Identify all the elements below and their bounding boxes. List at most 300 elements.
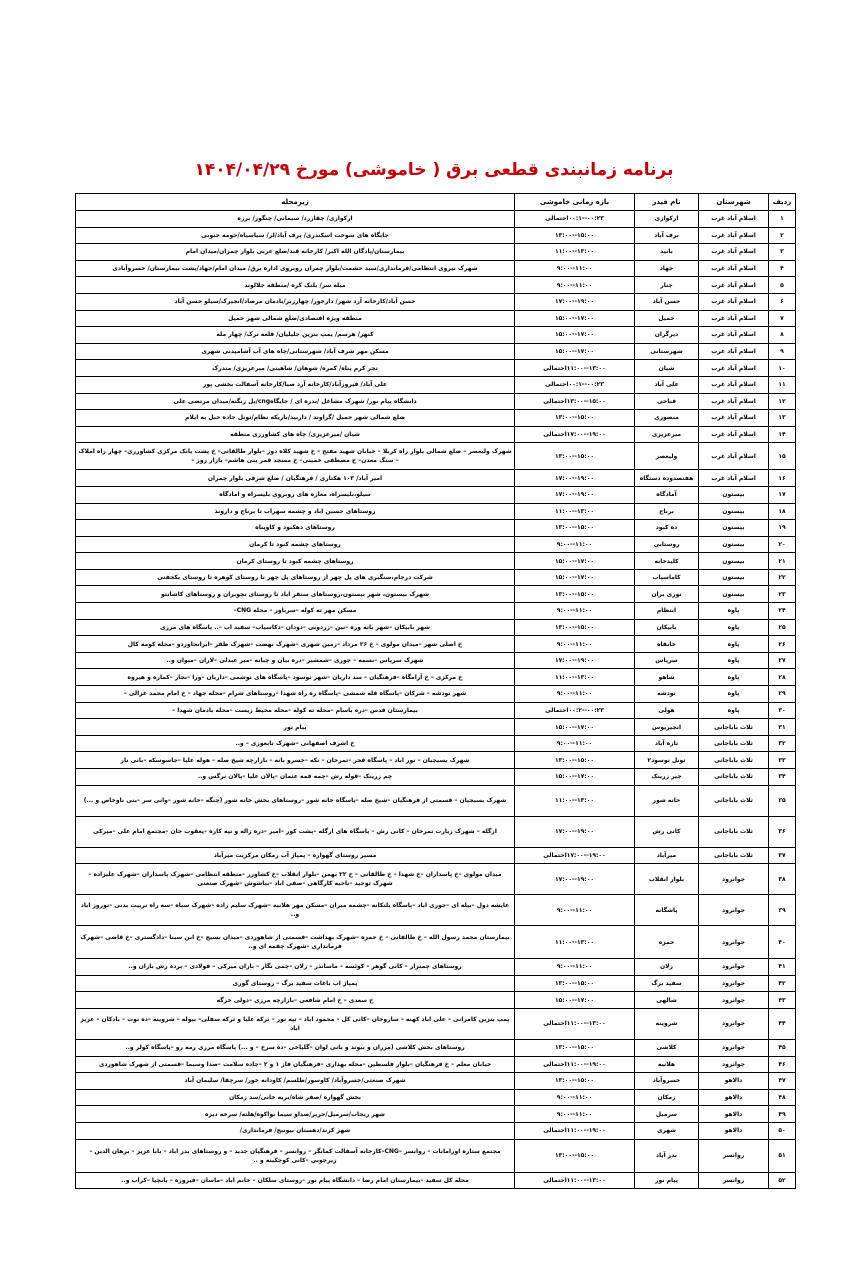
time-cell: ۱۷:۰۰--۱۵:۰۰	[515, 769, 635, 786]
time-cell: ۱۵:۰۰--۱۳:۰۰	[515, 975, 635, 992]
row-number-cell: ۱۳	[769, 410, 796, 427]
city-cell: ثلاث باباجانی	[699, 719, 769, 736]
table-row	[76, 393, 796, 410]
feeder-cell: سرپاس	[635, 652, 699, 669]
row-number-cell: ۳۹	[769, 895, 796, 926]
outage-schedule-table	[75, 193, 796, 1189]
row-number-cell: ۴۲	[769, 975, 796, 992]
feeder-cell: خانه شور	[635, 785, 699, 816]
area-cell: شهرک بیستون، شهر بیستون،روستاهای سنقر اباد تا روستای نجوبران و روستاهای کاشانتو	[76, 586, 515, 603]
city-cell: پاوه	[699, 603, 769, 620]
table-row	[76, 293, 796, 310]
table-row	[76, 895, 796, 926]
row-number-cell: ۲۸	[769, 669, 796, 686]
row-number-cell: ۱۴	[769, 426, 796, 443]
area-cell: خ اشرف اصفهانی –شهرک تابعوزی – و..	[76, 735, 515, 752]
city-cell: جوانرود	[699, 1056, 769, 1073]
row-number-cell: ۴۸	[769, 1089, 796, 1106]
feeder-cell: شیان	[635, 360, 699, 377]
feeder-cell: جیر زرینک	[635, 769, 699, 786]
table-row	[76, 360, 796, 377]
row-number-cell: ۲۶	[769, 636, 796, 653]
table-row	[76, 686, 796, 703]
time-cell: ۱۵:۰۰--۱۳:۰۰	[515, 520, 635, 537]
table-row	[76, 975, 796, 992]
header-area: زیرمحله	[76, 194, 515, 211]
city-cell: ثلاث باباجانی	[699, 752, 769, 769]
time-cell: ۱۹:۰۰--۱۷:۰۰	[515, 652, 635, 669]
table-row	[76, 619, 796, 636]
city-cell: بیستون	[699, 520, 769, 537]
row-number-cell: ۲۷	[769, 652, 796, 669]
area-cell: شرکت درجام،سنگبری های پل چهر از روستاهای پل چهر تا روستای کوهره تا روستای یکجفتی	[76, 569, 515, 586]
table-row	[76, 410, 796, 427]
time-cell: ۱۱:۰۰--۹:۰۰	[515, 1089, 635, 1106]
time-cell: ۱۱:۰۰--۹:۰۰	[515, 1106, 635, 1123]
city-cell: اسلام آباد غرب	[699, 343, 769, 360]
feeder-cell: شالهی	[635, 992, 699, 1009]
row-number-cell: ۴۴	[769, 1008, 796, 1039]
feeder-cell: ارکوازی	[635, 211, 699, 228]
row-number-cell: ۲۵	[769, 619, 796, 636]
row-number-cell: ۲۰	[769, 536, 796, 553]
area-cell: ازگله – شهرک زیارت تمرخان – کانی رش – پاسگاه های ازگله –پشت کور –امیر –دره زاله و تپه کاره –یعقوب جان –مجتمع امام علی –میرکی	[76, 816, 515, 847]
time-cell: ۱۱:۰۰--۹:۰۰	[515, 603, 635, 620]
feeder-cell: فناحی	[635, 393, 699, 410]
time-cell: ۱۵:۰۰--۱۳:۰۰	[515, 586, 635, 603]
time-cell: ۱۱:۰۰--۹:۰۰	[515, 277, 635, 294]
city-cell: جوانرود	[699, 1008, 769, 1039]
time-cell: ۱۵:۰۰--۱۳:۰۰	[515, 1039, 635, 1056]
area-cell: مسکن مهر شرف آباد/ شهرستانی/چاه های آب آشامیدنی شهری	[76, 343, 515, 360]
city-cell: اسلام آباد غرب	[699, 277, 769, 294]
feeder-cell: تونل نوسود۲	[635, 752, 699, 769]
page-title: برنامه زمانبندی قطعی برق ( خاموشی) مورخ ۱۴۰۴/۰۴/۲۹	[194, 160, 674, 180]
feeder-cell: بانید	[635, 244, 699, 261]
area-cell: روستاهای چشمه کبود تا کرمان	[76, 536, 515, 553]
area-cell: شهر کرند/دهستان بیونیج/ فرمانداری/	[76, 1122, 515, 1139]
feeder-cell: شروینه	[635, 1008, 699, 1039]
area-cell: کنهر/ هرسم/ پمپ بنزین جلیلیان/ قلعه ترک/ چهار مله	[76, 327, 515, 344]
area-cell: علی آباد/ فیروزآباد/کارخانه آرد صبا/کارخانه آسفالت بخشی پور	[76, 376, 515, 393]
area-cell: پیام نور	[76, 719, 515, 736]
row-number-cell: ۳۳	[769, 752, 796, 769]
city-cell: بیستون	[699, 586, 769, 603]
row-number-cell: ۴۱	[769, 959, 796, 976]
city-cell: ثلاث باباجانی	[699, 735, 769, 752]
city-cell: اسلام آباد غرب	[699, 327, 769, 344]
area-cell: چم زرینک –قوله رش –چمه قمه عثمان –پالان علیا –پالان نرگس و..	[76, 769, 515, 786]
city-cell: دالاهو	[699, 1073, 769, 1090]
city-cell: جوانرود	[699, 1039, 769, 1056]
time-cell: ۱۱:۰۰--۹:۰۰	[515, 686, 635, 703]
area-cell: شهرک بسیجیان – نور اباد – پاسگاه قجر –تمرخان – نکه –خسرو بانه – بازارچه شیخ صله – هوله علیا –جاسوسکه –بانی نار	[76, 752, 515, 769]
row-number-cell: ۲	[769, 227, 796, 244]
row-number-cell: ۱۶	[769, 470, 796, 487]
feeder-cell: خانقاه	[635, 636, 699, 653]
table-row	[76, 926, 796, 959]
city-cell: پاوه	[699, 652, 769, 669]
city-cell: بیستون	[699, 569, 769, 586]
time-cell: ۱۵:۰۰--۱۳:۰۰احتمالی	[515, 393, 635, 410]
time-cell: ۱۳:۰۰--۱۱:۰۰	[515, 244, 635, 261]
area-cell: شهر نودشه – شرکان –پاسگاه قله شمشی –پاسگاه ره راه شهدا –روستاهای شرام –محله جهاد – خ امام محمد غزالی –	[76, 686, 515, 703]
city-cell: ثلاث باباجانی	[699, 816, 769, 847]
area-cell: شهر بابیکان –شهر بانه وره –نین –زردویی –دودان –دکاسیاب– سفید اب –.. پاسگاه های مرزی	[76, 619, 515, 636]
table-row	[76, 1008, 796, 1039]
area-cell: خ اصلی شهر –میدان مولوی – خ ۲۶ مرداد –زمین شهری –شهرک نهضت –شهرک ظفر –ابراتحاوردو –محله کومه کال	[76, 636, 515, 653]
feeder-cell: شهرستانی	[635, 343, 699, 360]
row-number-cell: ۲۲	[769, 569, 796, 586]
feeder-cell: انجیریوس	[635, 719, 699, 736]
area-cell: تجر کرم پناه/ کمره/ شوهان/ شاهینی/ میرعزیزی/ مندرک	[76, 360, 515, 377]
area-cell: روستاهای چمنزار – کانی گوهر – کوئسه – ماسانذر – زلان –چمی نگار – بازان میرکی – فولادی – بردہ رش بازان و..	[76, 959, 515, 976]
table-row	[76, 959, 796, 976]
area-cell: بیمارستان محمد رسول الله – خ طالقانی – خ حمزه –شهرک بهداشت –قسمتی از شاهوردی –میدان بسیج –خ ابن سینا –دادگستری –خ قاضی –شهرک فرمانداری –شهرک چقمه ای و..	[76, 926, 515, 959]
table-row	[76, 310, 796, 327]
area-cell: شهرک نیروی انتظامی/فرمانداری/سید حشمت/بلوار چمران روبروی اداره برق/ میدان امام/جهاد/پشت بیمارستان/ خسروآبادی	[76, 260, 515, 277]
table-row	[76, 652, 796, 669]
feeder-cell: انتظام	[635, 603, 699, 620]
city-cell: پاوه	[699, 702, 769, 719]
time-cell: ۱۹:۰۰--۱۷:۰۰	[515, 816, 635, 847]
table-row	[76, 1039, 796, 1056]
city-cell: دالاهو	[699, 1106, 769, 1123]
row-number-cell: ۳۲	[769, 735, 796, 752]
row-number-cell: ۱۸	[769, 503, 796, 520]
row-number-cell: ۹	[769, 343, 796, 360]
city-cell: اسلام آباد غرب	[699, 310, 769, 327]
feeder-cell: دیرگران	[635, 327, 699, 344]
area-cell: بیمارستان قدس –دره باسام –محله ته کوله –محله محیط زیست –محله بادمان شهدا –	[76, 702, 515, 719]
row-number-cell: ۱	[769, 211, 796, 228]
city-cell: اسلام آباد غرب	[699, 393, 769, 410]
area-cell: محله کل سفید –بیمارستان امام رضا – دانشگاه پیام نور –روستای سلکان – خانم اباد –ماسان –فیروزه – بانچیا –کراب و..	[76, 1172, 515, 1189]
table-row	[76, 1089, 796, 1106]
time-cell: ۱۹:۰۰--۱۷:۰۰	[515, 470, 635, 487]
row-number-cell: ۱۱	[769, 376, 796, 393]
feeder-cell: شاهو	[635, 669, 699, 686]
header-time: بازه زمانی خاموشی	[515, 194, 635, 211]
table-row	[76, 636, 796, 653]
feeder-cell: پاشگانه	[635, 895, 699, 926]
table-row	[76, 470, 796, 487]
row-number-cell: ۲۱	[769, 553, 796, 570]
time-cell: ۱۹:۰۰--۱۱:۰۰احتمالی	[515, 1056, 635, 1073]
row-number-cell: ۳۴	[769, 769, 796, 786]
area-cell: دانشگاه پیام نور/ شهرک مشاغل /بدره ای / جایگاهcng/پل زنگنه/میدان مرتضی علی	[76, 393, 515, 410]
feeder-cell: برناج	[635, 503, 699, 520]
table-row	[76, 702, 796, 719]
area-cell: مسکن مهر ته کوله –سرباور – محله CNG–	[76, 603, 515, 620]
city-cell: بیستون	[699, 486, 769, 503]
time-cell: ۱۱:۰۰--۹:۰۰	[515, 260, 635, 277]
table-row	[76, 847, 796, 864]
feeder-cell: ولیعصر	[635, 443, 699, 470]
feeder-cell: زمکان	[635, 1089, 699, 1106]
table-row	[76, 277, 796, 294]
area-cell: روستاهای دهکبود و کاویناه	[76, 520, 515, 537]
time-cell: ۱۳:۰۰--۱۱:۰۰احتمالی	[515, 360, 635, 377]
row-number-cell: ۵۲	[769, 1172, 796, 1189]
area-cell: شهرک صنعتی/خسروآباد/ کاوسور/طلسم/ کاودانه خور/ سرچقا/ سلیمان آباد	[76, 1073, 515, 1090]
time-cell: ۱۹:۰۰--۱۱:۰۰احتمالی	[515, 1122, 635, 1139]
row-number-cell: ۴۰	[769, 926, 796, 959]
time-cell: ۱۵:۰۰--۱۳:۰۰	[515, 619, 635, 636]
feeder-cell: منصوری	[635, 410, 699, 427]
time-cell: ۰۰:۲۳--۰۰:۱احتمالی	[515, 211, 635, 228]
time-cell: ۱۹:۰۰--۱۷:۰۰احتمالی	[515, 847, 635, 864]
row-number-cell: ۱۲	[769, 393, 796, 410]
feeder-cell: نوری بران	[635, 586, 699, 603]
row-number-cell: ۶	[769, 293, 796, 310]
feeder-cell: تازه آباد	[635, 735, 699, 752]
area-cell: روستاهای بخش کلاشی (مزران و بیوند و بانی لوان –گلیاخی –ده سرخ – و ...) پاسگاه مرزی رمه رو –پاسگاه کولر و..	[76, 1039, 515, 1056]
feeder-cell: بلوار انقلاب	[635, 864, 699, 895]
area-cell: پمپ بنزین کامرانی – علی اباد کهنه – سازوخان –کانی کل – محمود اباد – تپه نور – ترکه علیا و ترکه سفلی– بیوله – شروینه –ده نوت – بادکان – عزیز اباد	[76, 1008, 515, 1039]
feeder-cell: علی آباد	[635, 376, 699, 393]
time-cell: ۱۹:۰۰--۱۷:۰۰احتمالی	[515, 426, 635, 443]
table-row	[76, 769, 796, 786]
row-number-cell: ۴۳	[769, 992, 796, 1009]
row-number-cell: ۷	[769, 310, 796, 327]
table-row	[76, 520, 796, 537]
city-cell: اسلام آباد غرب	[699, 470, 769, 487]
table-row	[76, 260, 796, 277]
city-cell: اسلام آباد غرب	[699, 376, 769, 393]
time-cell: ۱۳:۰۰--۱۱:۰۰	[515, 926, 635, 959]
table-row	[76, 603, 796, 620]
time-cell: ۱۵:۰۰--۱۳:۰۰	[515, 443, 635, 470]
feeder-cell: روستایی	[635, 536, 699, 553]
row-number-cell: ۳۱	[769, 719, 796, 736]
row-number-cell: ۴۷	[769, 1073, 796, 1090]
feeder-cell: میرعزیزی	[635, 426, 699, 443]
time-cell: ۱۷:۰۰--۱۵:۰۰	[515, 553, 635, 570]
city-cell: پاوه	[699, 686, 769, 703]
header-city: شهرستان	[699, 194, 769, 211]
table-row	[76, 785, 796, 816]
feeder-cell: کلاشی	[635, 1039, 699, 1056]
feeder-cell: خسروآباد	[635, 1073, 699, 1090]
city-cell: بیستون	[699, 536, 769, 553]
table-row	[76, 227, 796, 244]
row-number-cell: ۳۶	[769, 816, 796, 847]
table-row	[76, 1172, 796, 1189]
row-number-cell: ۱۰	[769, 360, 796, 377]
table-row	[76, 569, 796, 586]
area-cell: شهرک ولیعصر – ضلع شمالی بلوار راه کربلا – خیابان شهید مفتح – خ شهید کلاه دوز –بلوار طالقانی– خ پشت بانک مرکزی کشاورزی– چهار راه املاک – سنگ معدن– خ مصطفی خمینی– خ مسجد قمر بنی هاشم– بازار روز –	[76, 443, 515, 470]
city-cell: اسلام آباد غرب	[699, 211, 769, 228]
city-cell: ثلاث باباجانی	[699, 847, 769, 864]
row-number-cell: ۳۸	[769, 864, 796, 895]
feeder-cell: هفتصدوده دستگاه	[635, 470, 699, 487]
time-cell: ۰۰:۲۳--۰۰:۲احتمالی	[515, 702, 635, 719]
feeder-cell: نودشه	[635, 686, 699, 703]
city-cell: اسلام آباد غرب	[699, 227, 769, 244]
time-cell: ۱۷:۰۰--۱۵:۰۰	[515, 992, 635, 1009]
table-row	[76, 211, 796, 228]
city-cell: جوانرود	[699, 975, 769, 992]
table-row	[76, 327, 796, 344]
table-row	[76, 735, 796, 752]
city-cell: بیستون	[699, 503, 769, 520]
city-cell: اسلام آباد غرب	[699, 426, 769, 443]
feeder-cell: هولی	[635, 702, 699, 719]
time-cell: ۱۱:۰۰--۹:۰۰	[515, 959, 635, 976]
feeder-cell: پیام نور	[635, 1172, 699, 1189]
time-cell: ۱۵:۰۰--۱۳:۰۰	[515, 1073, 635, 1090]
city-cell: اسلام آباد غرب	[699, 293, 769, 310]
area-cell: مجتمع ستاره اورامانات – روانسر –CNG–کارخانه آسفالت کمانگر – روانسر – فرهنگیان جدید – و روستاهای بدر اباد – بابا عزیز – برهان الدین – زیرجوبی –کانی کوچکینه و ..	[76, 1139, 515, 1172]
feeder-cell: کانی رش	[635, 816, 699, 847]
row-number-cell: ۵	[769, 277, 796, 294]
time-cell: ۰۰:۲۳--۰۰:۱احتمالی	[515, 376, 635, 393]
city-cell: اسلام آباد غرب	[699, 260, 769, 277]
area-cell: ضلع شمالی شهر حمیل /گراوند / داربید/باریکه نظام/تونل جاده حبل به ایلام	[76, 410, 515, 427]
area-cell: خیابان معلم – خ فرهنگیان –بلوار فلسطین –محله بهداری –فرهنگیان فاز ۱ و ۲ –جاده سلامت –صدا وسیما –قسمتی از شهرک شاهوردی	[76, 1056, 515, 1073]
table-row	[76, 486, 796, 503]
area-cell: امیر آباد/ ۱۰۳ هکتاری / فرهنگیان / ضلع شرقی بلوار چمران	[76, 470, 515, 487]
table-header-row	[76, 194, 796, 211]
time-cell: ۱۳:۰۰--۱۱:۰۰	[515, 785, 635, 816]
city-cell: پاوه	[699, 669, 769, 686]
city-cell: جوانرود	[699, 959, 769, 976]
table-row	[76, 1106, 796, 1123]
area-cell: روستاهای چشمه کبود تا روستای کرمان	[76, 553, 515, 570]
city-cell: پاوه	[699, 636, 769, 653]
feeder-cell: حمیل	[635, 310, 699, 327]
area-cell: خ سعدی – خ امام شافعی –بازارچه مرزی –دولی خرگه	[76, 992, 515, 1009]
feeder-cell: ده کبود	[635, 520, 699, 537]
table-row	[76, 426, 796, 443]
feeder-cell: چنار	[635, 277, 699, 294]
time-cell: ۱۵:۰۰--۱۳:۰۰	[515, 227, 635, 244]
time-cell: ۱۳:۰۰--۱۱:۰۰احتمالی	[515, 1172, 635, 1189]
table-row	[76, 244, 796, 261]
time-cell: ۱۷:۰۰--۱۵:۰۰	[515, 719, 635, 736]
city-cell: ثلاث باباجانی	[699, 785, 769, 816]
city-cell: اسلام آباد غرب	[699, 410, 769, 427]
time-cell: ۱۷:۰۰--۱۵:۰۰	[515, 327, 635, 344]
time-cell: ۱۳:۰۰--۱۱:۰۰	[515, 669, 635, 686]
feeder-cell: آمادگاه	[635, 486, 699, 503]
area-cell: منطقه ویژه اقتصادی/ضلع شمالی شهر حمیل	[76, 310, 515, 327]
table-body	[76, 211, 796, 1189]
row-number-cell: ۱۵	[769, 443, 796, 470]
feeder-cell: زلان	[635, 959, 699, 976]
city-cell: پاوه	[699, 619, 769, 636]
row-number-cell: ۴۵	[769, 1039, 796, 1056]
table-row	[76, 1056, 796, 1073]
header-row-number: ردیف	[769, 194, 796, 211]
row-number-cell: ۵۱	[769, 1139, 796, 1172]
area-cell: جایگاه های سوخت اسکندری/ برف آباد/لر/ سیاسیاه/حومه جنوبی	[76, 227, 515, 244]
time-cell: ۱۷:۰۰--۱۵:۰۰	[515, 343, 635, 360]
city-cell: جوانرود	[699, 864, 769, 895]
row-number-cell: ۳۵	[769, 785, 796, 816]
table-row	[76, 553, 796, 570]
city-cell: جوانرود	[699, 926, 769, 959]
time-cell: ۱۱:۰۰--۹:۰۰	[515, 636, 635, 653]
feeder-cell: سفید برگ	[635, 975, 699, 992]
area-cell: بیمارستان/پادگان الله اکبر/ کارخانه قند/ضلع غربی بلوار چمران/میدان امام	[76, 244, 515, 261]
row-number-cell: ۱۷	[769, 486, 796, 503]
table-row	[76, 816, 796, 847]
row-number-cell: ۱۹	[769, 520, 796, 537]
feeder-cell: سرمیل	[635, 1106, 699, 1123]
area-cell: روستاهای حسین اباد و چشمه سهراب تا برناج و دارونذ	[76, 503, 515, 520]
area-cell: پمپاژ اب باغات سفید برگ – روستای گوری	[76, 975, 515, 992]
table-row	[76, 669, 796, 686]
city-cell: روانسر	[699, 1139, 769, 1172]
table-row	[76, 443, 796, 470]
area-cell: ارکوازی/ چقازرد/ سیمانی/ چنگور/ برزه	[76, 211, 515, 228]
table-row	[76, 1122, 796, 1139]
row-number-cell: ۳۰	[769, 702, 796, 719]
row-number-cell: ۲۴	[769, 603, 796, 620]
city-cell: ثلاث باباجانی	[699, 769, 769, 786]
table-row	[76, 536, 796, 553]
city-cell: روانسر	[699, 1172, 769, 1189]
time-cell: ۱۵:۰۰--۱۳:۰۰	[515, 1139, 635, 1172]
feeder-cell: کاماسیاب	[635, 569, 699, 586]
time-cell: ۱۹:۰۰--۱۷:۰۰	[515, 864, 635, 895]
table-row	[76, 992, 796, 1009]
row-number-cell: ۵۰	[769, 1122, 796, 1139]
time-cell: ۱۳:۰۰--۱۱:۰۰احتمالی	[515, 1008, 635, 1039]
feeder-cell: میرآباد	[635, 847, 699, 864]
area-cell: شهر ریجاب/سرمیل/حریر/صداو سیما نواکوه/هلته/ سرخه دیزه	[76, 1106, 515, 1123]
area-cell: سیلو،بلیسراه، مغازه های روبروی بلیسراه و امادگاه	[76, 486, 515, 503]
time-cell: ۱۵:۰۰--۱۳:۰۰	[515, 410, 635, 427]
area-cell: عایشه دول –بیله ای –جوری اباد –پاسگاه بلنکانه –چشمه میران –مسکن مهر هلانیه –شهرک سلیم زاده –شهرک سپاه –سه راه تربیت بدنی –نوروز اباد و..	[76, 895, 515, 926]
row-number-cell: ۴۹	[769, 1106, 796, 1123]
area-cell: بخش گهواره /صفر شاه/بریه خانی/سد زمکان	[76, 1089, 515, 1106]
city-cell: اسلام آباد غرب	[699, 360, 769, 377]
time-cell: ۱۹:۰۰--۱۷:۰۰	[515, 486, 635, 503]
feeder-cell: حمزه	[635, 926, 699, 959]
city-cell: اسلام آباد غرب	[699, 244, 769, 261]
feeder-cell: بابیکان	[635, 619, 699, 636]
area-cell: مسیر روستای گهواره – پمپاژ آب زمکان مرکزیت میرآباد	[76, 847, 515, 864]
area-cell: حسن آباد/کارخانه آرد شهر/ دارخور/ چهارزبر/بادمان مرصاد/انجیرک/سیلو حسن آباد	[76, 293, 515, 310]
table-row	[76, 719, 796, 736]
city-cell: دالاهو	[699, 1089, 769, 1106]
city-cell: جوانرود	[699, 992, 769, 1009]
table-row	[76, 586, 796, 603]
row-number-cell: ۳	[769, 244, 796, 261]
table-row	[76, 503, 796, 520]
city-cell: اسلام آباد غرب	[699, 443, 769, 470]
table-row	[76, 343, 796, 360]
table-row	[76, 1139, 796, 1172]
area-cell: شیان /میرعزیزی/ چاه های کشاورزی منطقه	[76, 426, 515, 443]
area-cell: شهرک بسیجیان – قسمتی از فرهنگیان –شیخ صله –پاسگاه خانه شور –روستاهای بخش خانه شور (چنگه –خانه شور –وانی سر –بنی ناوخاص و ...)	[76, 785, 515, 816]
feeder-cell: حسن آباد	[635, 293, 699, 310]
city-cell: بیستون	[699, 553, 769, 570]
time-cell: ۱۱:۰۰--۹:۰۰	[515, 536, 635, 553]
row-number-cell: ۴۶	[769, 1056, 796, 1073]
time-cell: ۱۷:۰۰--۱۵:۰۰	[515, 569, 635, 586]
row-number-cell: ۴	[769, 260, 796, 277]
area-cell: شهرک سرپاس –نسمه – جوری –شمشیر –دره بیان و چیانه –میر عبدلی –لاران –میوان و..	[76, 652, 515, 669]
table-row	[76, 1073, 796, 1090]
table-row	[76, 376, 796, 393]
feeder-cell: شهری	[635, 1122, 699, 1139]
city-cell: دالاهو	[699, 1122, 769, 1139]
feeder-cell: بدر آباد	[635, 1139, 699, 1172]
